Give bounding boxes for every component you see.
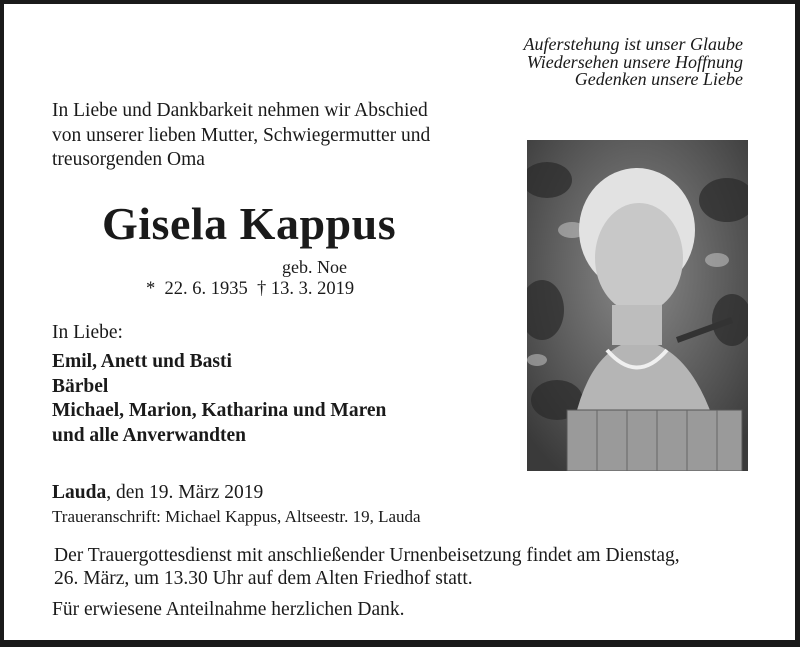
portrait-photo (527, 140, 748, 471)
date: , den 19. März 2019 (106, 482, 264, 503)
intro-text (52, 99, 430, 173)
city: Lauda (52, 482, 107, 503)
mourners-list (52, 350, 386, 448)
obituary-notice (4, 4, 795, 640)
intro-line: treusorgenden Oma (52, 149, 205, 170)
service-info (54, 544, 680, 590)
place-date (52, 483, 263, 503)
thanks-text: Für erwiesene Anteilnahme herzlichen Dank. (52, 599, 405, 620)
mourners-heading: In Liebe: (52, 322, 123, 343)
service-line: 26. März, um 13.30 Uhr auf dem Alten Friedhof statt. (54, 568, 473, 589)
deceased-name: Gisela Kappus (102, 198, 397, 249)
mourner: Bärbel (52, 375, 109, 397)
life-dates: * 22. 6. 1935 † 13. 3. 2019 (146, 279, 355, 299)
motto-line: Auferstehung ist unser Glaube (523, 34, 743, 54)
mourning-address: Traueranschrift: Michael Kappus, Altseestr. 19, Lauda (52, 507, 421, 526)
motto-line: Gedenken unsere Liebe (574, 69, 743, 89)
service-line: Der Trauergottesdienst mit anschließender Urnenbeisetzung findet am Dienstag, (54, 545, 680, 566)
intro-line: In Liebe und Dankbarkeit nehmen wir Abschied (52, 100, 428, 121)
motto-line: Wiedersehen unsere Hoffnung (526, 51, 743, 72)
mourner: Emil, Anett und Basti (52, 351, 232, 372)
intro-line: von unserer lieben Mutter, Schwiegermutter und (52, 124, 431, 146)
birth-name: geb. Noe (282, 257, 347, 277)
mourner: Michael, Marion, Katharina und Maren (52, 400, 387, 421)
motto (524, 36, 743, 89)
mourner: und alle Anverwandten (52, 424, 246, 446)
